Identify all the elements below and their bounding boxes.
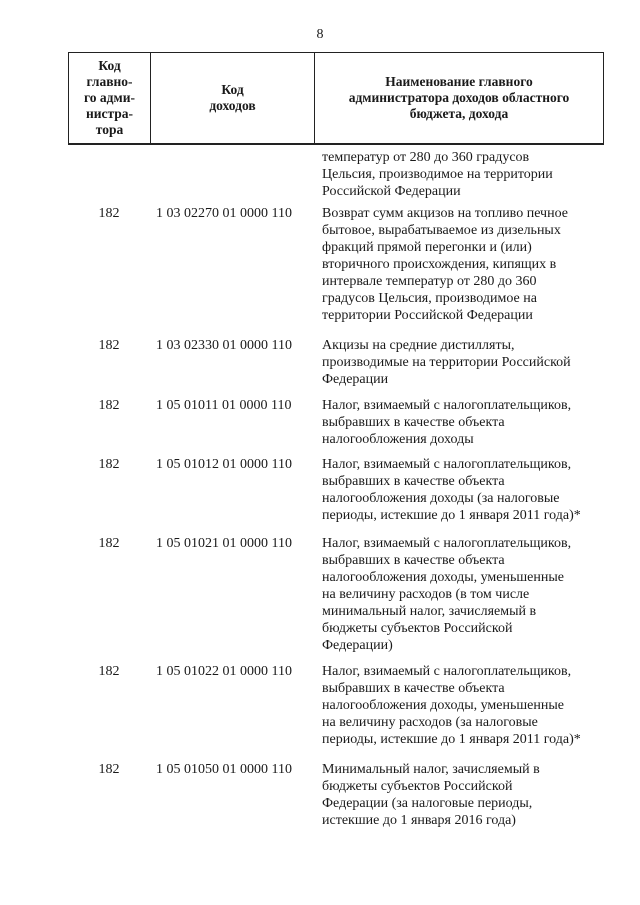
table-row [68,396,604,448]
income-name-cell [322,455,604,524]
table-row [68,204,604,324]
income-name-line: Налог, взимаемый с налогоплательщиков, [322,398,572,413]
income-code-cell: 1 03 02330 01 0000 110 [156,338,292,353]
income-name-line: территории Российской Федерации [322,308,533,323]
header-admin-code [69,53,151,143]
admin-code-cell: 182 [98,398,120,413]
income-name-line: выбравших в качестве объекта [322,681,505,696]
header-income-code [151,53,315,143]
income-name-line: истекшие до 1 января 2016 года) [322,813,516,828]
income-code-cell: 1 05 01022 01 0000 110 [156,664,292,679]
income-name-line: Налог, взимаемый с налогоплательщиков, [322,457,572,472]
income-name-line: налогообложения доходы [322,432,474,447]
income-name-line: Минимальный налог, зачисляемый в [322,762,540,777]
income-code-cell: 1 05 01011 01 0000 110 [156,398,292,413]
income-code-cell: 1 05 01050 01 0000 110 [156,762,292,777]
income-name-line: налогообложения доходы, уменьшенные [322,570,564,585]
income-code-cell [150,146,322,200]
table-header [68,52,604,145]
income-name-line: выбравших в качестве объекта [322,415,505,430]
admin-code-cell: 182 [98,762,120,777]
table-row [68,146,604,200]
admin-code-cell [68,146,150,200]
table-row [68,534,604,654]
table-row [68,662,604,748]
income-name-cell [322,534,604,654]
income-name-line: градусов Цельсия, производимое на [322,291,537,306]
header-name-line: бюджета, дохода [409,106,509,121]
income-name-line: выбравших в качестве объекта [322,474,505,489]
income-name-line: налогообложения доходы, уменьшенные [322,698,564,713]
admin-code-cell: 182 [98,664,120,679]
header-admin-line: го адми- [84,90,135,105]
header-name-line: Наименование главного [385,74,533,89]
income-name-line: бюджеты субъектов Российской [322,621,513,636]
income-name-cell [322,204,604,324]
income-name-line: вторичного происхождения, кипящих в [322,257,557,272]
income-code-cell: 1 03 02270 01 0000 110 [156,206,292,221]
income-name-line: Акцизы на средние дистилляты, [322,338,515,353]
income-name-cell [322,336,604,388]
header-admin-line: Код [98,58,121,73]
income-name-line: на величину расходов (в том числе [322,587,530,602]
income-name-line: периоды, истекшие до 1 января 2011 года)* [322,508,581,523]
header-admin-line: тора [95,122,124,137]
header-admin-line: главно- [86,74,133,89]
income-name-line: Возврат сумм акцизов на топливо печное [322,206,568,221]
admin-code-cell: 182 [98,338,120,353]
income-name-line: производимые на территории Российской [322,355,571,370]
header-income-line: доходов [209,98,256,113]
income-code-cell: 1 05 01021 01 0000 110 [156,536,292,551]
income-name-line: интервале температур от 280 до 360 [322,274,537,289]
table-row [68,455,604,524]
income-name-line: налогообложения доходы (за налоговые [322,491,560,506]
income-name-line: выбравших в качестве объекта [322,553,505,568]
income-name-line: Федерации) [322,638,393,653]
income-name-cell [322,760,604,829]
table-row [68,336,604,388]
page-number: 8 [316,27,324,42]
income-code-cell: 1 05 01012 01 0000 110 [156,457,292,472]
income-name-line: Федерации (за налоговые периоды, [322,796,533,811]
income-name-cell [322,146,604,200]
income-name-line: температур от 280 до 360 градусов [322,150,530,165]
income-name-line: периоды, истекшие до 1 января 2011 года)* [322,732,581,747]
income-name-line: фракций прямой перегонки и (или) [322,240,532,255]
admin-code-cell: 182 [98,536,120,551]
income-name-line: бюджеты субъектов Российской [322,779,513,794]
income-name-cell [322,662,604,748]
income-name-line: Российской Федерации [322,184,461,199]
income-name-line: минимальный налог, зачисляемый в [322,604,537,619]
income-name-line: на величину расходов (за налоговые [322,715,538,730]
header-income-line: Код [221,82,244,97]
admin-code-cell: 182 [98,206,120,221]
income-name-line: Цельсия, производимое на территории [322,167,553,182]
income-name-line: бытовое, вырабатываемое из дизельных [322,223,561,238]
header-name-line: администратора доходов областного [348,90,570,105]
admin-code-cell: 182 [98,457,120,472]
table-row [68,760,604,829]
income-name-line: Федерации [322,372,389,387]
income-name-line: Налог, взимаемый с налогоплательщиков, [322,664,572,679]
income-name-cell [322,396,604,448]
header-name [315,53,603,143]
header-admin-line: нистра- [85,106,134,121]
income-name-line: Налог, взимаемый с налогоплательщиков, [322,536,572,551]
